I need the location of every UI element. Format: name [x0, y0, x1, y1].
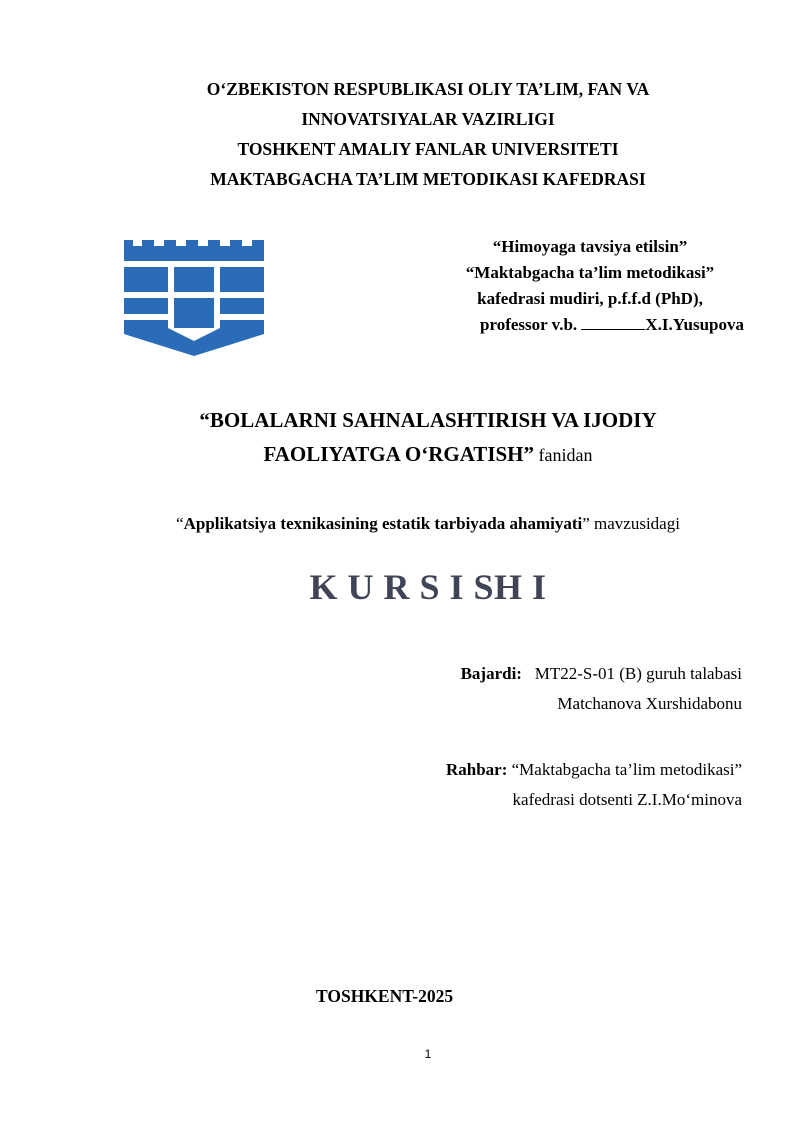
- approval-block: [440, 234, 744, 338]
- header-line-3: TOSHKENT AMALIY FANLAR UNIVERSITETI: [237, 139, 619, 159]
- header-line-1: O‘ZBEKISTON RESPUBLIKASI OLIY TA’LIM, FAN VA: [206, 79, 650, 99]
- supervisor-row-1: [446, 755, 742, 785]
- subject-line-2-suffix: fanidan: [534, 445, 593, 465]
- approval-line-3: kafedrasi mudiri, p.f.f.d (PhD),: [477, 289, 703, 308]
- approval-line-2: “Maktabgacha ta’lim metodikasi”: [465, 263, 715, 282]
- approval-position: professor v.b.: [480, 315, 582, 334]
- header-line-4: MAKTABGACHA TA’LIM METODIKASI KAFEDRASI: [210, 169, 646, 189]
- subject-line-2: [0, 437, 800, 472]
- page-number: 1: [424, 1047, 432, 1061]
- work-type-title: K U R S I SH I: [309, 567, 547, 607]
- subject-line-1: “BOLALARNI SAHNALASHTIRISH VA IJODIY: [199, 408, 657, 432]
- university-shield-logo-icon: [122, 238, 266, 358]
- approval-line-1: “Himoyaga tavsiya etilsin”: [492, 237, 688, 256]
- executor-name: Matchanova Xurshidabonu: [557, 694, 742, 713]
- topic-close-quote: ”: [582, 514, 590, 533]
- topic-suffix: mavzusidagi: [589, 514, 680, 533]
- subject-line-2-bold: FAOLIYATGA O‘RGATISH”: [263, 442, 535, 466]
- department-head-name: X.I.Yusupova: [645, 315, 744, 334]
- supervisor-department: “Maktabgacha ta’lim metodikasi”: [507, 760, 742, 779]
- topic-line: [0, 511, 800, 537]
- executor-block: [461, 659, 742, 719]
- topic-title: Applikatsiya texnikasining estatik tarbiyada ahamiyati: [183, 514, 583, 533]
- executor-group: MT22-S-01 (B) guruh talabasi: [521, 664, 742, 683]
- city-year: TOSHKENT-2025: [316, 986, 454, 1006]
- signature-blank: [581, 315, 645, 330]
- supervisor-position: kafedrasi dotsenti Z.I.Mo‘minova: [512, 790, 742, 809]
- executor-label: Bajardi:: [460, 664, 522, 683]
- header-line-2: INNOVATSIYALAR VAZIRLIGI: [301, 109, 555, 129]
- topic-open-quote: “: [176, 514, 184, 533]
- executor-row-1: [461, 659, 742, 689]
- subject-title: [0, 403, 800, 472]
- supervisor-block: [446, 755, 742, 815]
- ministry-header: [0, 74, 800, 194]
- supervisor-label: Rahbar:: [445, 760, 508, 779]
- approval-signature-line: [440, 312, 744, 338]
